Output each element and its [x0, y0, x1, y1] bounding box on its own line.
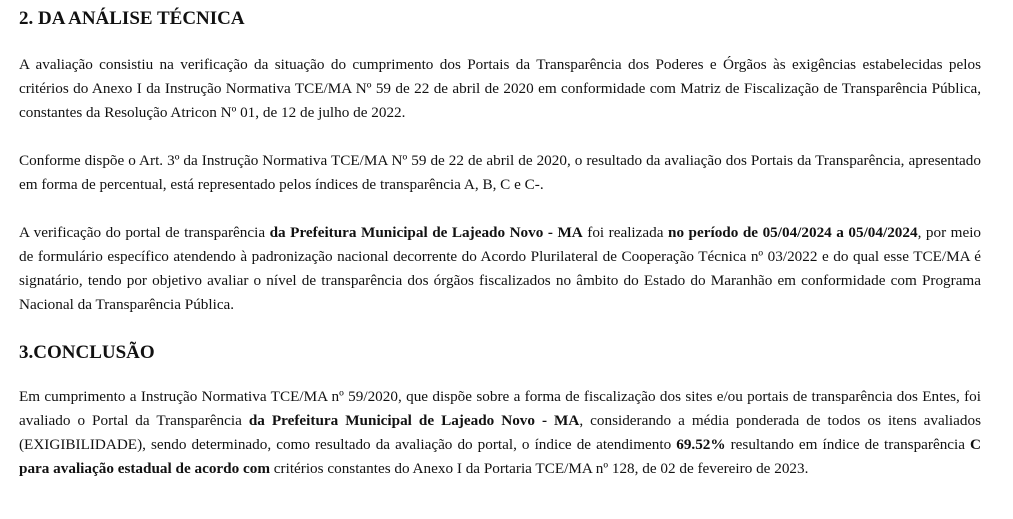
transparency-index: C para avaliação estadual de acordo com — [19, 436, 982, 477]
section-3-paragraph-1 — [19, 385, 981, 481]
section-2-heading: 2. DA ANÁLISE TÉCNICA — [19, 8, 245, 29]
paragraph-text: , por meio de formulário específico atendendo à padronização nacional decorrente do Acordo Plurilateral de Cooperação Técnica nº 03/2022 e do qual esse TCE/MA é signatário, tendo por objetivo avaliar o nível de transparência dos órgãos fiscalizados no âmbito do Estado do Maranhão em conformidade com Programa Nacional da Transparência Pública. — [19, 224, 982, 313]
paragraph-text: foi realizada — [587, 224, 664, 241]
paragraph-text: Em cumprimento a Instrução Normativa TCE/MA nº 59/2020, que dispõe sobre a forma de fiscalização dos sites e/ou portais de transparência dos Entes, foi avaliado o Portal da Transparência — [19, 388, 981, 429]
section-3-heading: 3.CONCLUSÃO — [19, 342, 155, 363]
attendance-index: 69.52% — [676, 436, 726, 453]
entity-name: da Prefeitura Municipal de Lajeado Novo - MA — [248, 412, 580, 429]
paragraph-text: critérios constantes do Anexo I da Portaria TCE/MA nº 128, de 02 de fevereiro de 2023. — [270, 460, 809, 477]
evaluation-period: no período de 05/04/2024 a 05/04/2024 — [668, 224, 918, 241]
paragraph-text: A verificação do portal de transparência — [19, 224, 266, 241]
section-2-paragraph-3 — [19, 221, 981, 317]
section-2-paragraph-1: A avaliação consistiu na verificação da situação do cumprimento dos Portais da Transparência dos Poderes e Órgãos às exigências estabelecidas pelos critérios do Anexo I da Instrução Normativa TCE/MA Nº 59 de 22 de abril de 2020 em conformidade com Matriz de Fiscalização de Transparência Pública, constantes da Resolução Atricon Nº 01, de 12 de julho de 2022. — [19, 56, 981, 121]
section-2-paragraph-2: Conforme dispõe o Art. 3º da Instrução Normativa TCE/MA Nº 59 de 22 de abril de 2020, o resultado da avaliação dos Portais da Transparência, apresentado em forma de percentual, está representado pelos índices de transparência A, B, C e C-. — [19, 152, 981, 193]
paragraph-text: , considerando a média ponderada de todos os itens avaliados (EXIGIBILIDADE), sendo determinado, como resultado da avaliação do portal, o índice de atendimento — [19, 412, 981, 453]
paragraph-text: resultando em índice de transparência — [730, 436, 965, 453]
entity-name: da Prefeitura Municipal de Lajeado Novo - MA — [269, 224, 583, 241]
